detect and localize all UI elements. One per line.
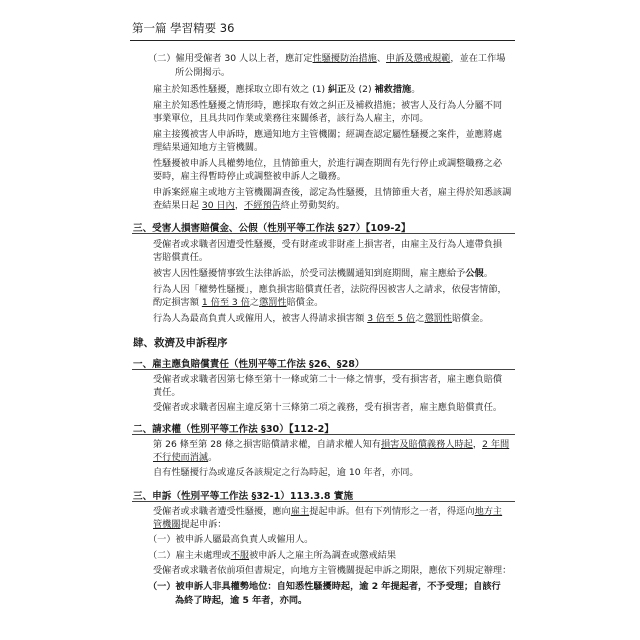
paragraph-line: 受僱者或求職者因第七條至第十一條或第二十一條之情事，受有損害者，雇主應負賠償 — [153, 374, 503, 385]
paragraph-line — [153, 505, 502, 518]
paragraph-line — [153, 312, 489, 325]
text: 終止勞動契約。 — [280, 200, 346, 211]
text: 之 — [249, 297, 260, 308]
text: ， — [234, 200, 245, 211]
paragraph-line: 害賠償責任。 — [153, 252, 209, 263]
underlined-text: 不經預告 — [244, 200, 281, 211]
underlined-text: 懲罰性 — [424, 313, 452, 324]
paragraph-line: 所公開揭示。 — [175, 67, 231, 78]
paragraph-line — [153, 199, 345, 212]
paragraph-line: 性騷擾被申訴人具權勢地位，且情節重大，於進行調查期間有先行停止或調整職務之必 — [153, 158, 503, 169]
paragraph-line — [153, 438, 509, 451]
paragraph-line: 雇主於知悉性騷擾之情形時，應採取有效之糾正及補救措施；被害人及行為人分屬不同 — [153, 100, 503, 111]
heading-rule — [132, 434, 515, 435]
text: 及 (2) — [346, 84, 375, 95]
underlined-text: 不服 — [230, 550, 250, 561]
list-item: （一）被申訴人非具權勢地位：自知悉性騷擾時起，逾 2 年提起者，不予受理；自該行 — [148, 581, 501, 592]
paragraph-line: 事業單位，且具共同作業或業務往來關係者，該行為人雇主，亦同。 — [153, 113, 429, 124]
text: （二）雇主未處理或 — [148, 550, 231, 561]
paragraph-line: 受僱者或求職者因雇主違反第十三條第二項之義務，受有損害者，雇主應負賠償責任。 — [153, 402, 503, 413]
underlined-text: 30 日內 — [201, 200, 235, 211]
underlined-text: 地方主 — [474, 506, 503, 517]
paragraph-line — [153, 296, 323, 309]
text: 被害人因性騷擾情事致生法律訴訟，於受司法機關通知到庭期間，雇主應給予 — [153, 268, 466, 279]
paragraph-line: 申訴案經雇主或地方主管機關調查後，認定為性騷擾，且情節重大者，雇主得於知悉該調 — [153, 187, 512, 198]
heading-rule — [132, 233, 515, 234]
text: 被申訴人之雇主所為調查或懲戒結果 — [249, 550, 397, 561]
underlined-text: 不行使而消滅 — [153, 452, 209, 463]
underlined-text: 性騷擾防治措施 — [312, 53, 377, 64]
text: 受僱者或求職者遭受性騷擾，應向 — [153, 506, 291, 517]
underlined-text: 1 倍至 3 倍 — [201, 297, 250, 308]
bold-text: 糾正 — [328, 84, 347, 95]
underlined-text: 3 倍至 5 倍 — [367, 313, 416, 324]
underlined-text: 損害及賠償義務人時起 — [381, 439, 473, 450]
text: 賠償金。 — [452, 313, 489, 324]
text: ， — [472, 439, 483, 450]
bold-text: 補救措施 — [374, 84, 412, 95]
text: （二）僱用受僱者 30 人以上者，應訂定 — [148, 53, 313, 64]
text: ，並在工作場 — [450, 53, 506, 64]
list-item: 為終了時起，逾 5 年者，亦同。 — [175, 595, 308, 606]
page-header: 第一篇 學習精要 36 — [132, 21, 235, 35]
paragraph-line: 受僱者或求職者因遭受性騷擾，受有財產或非財產上損害者，由雇主及行為人連帶負損 — [153, 239, 503, 250]
text: 提起申訴。但有下列情形之一者，得逕向 — [309, 506, 475, 517]
underlined-text: 雇主 — [290, 506, 310, 517]
list-item — [148, 549, 396, 562]
text: 提起申訴： — [180, 519, 227, 530]
paragraph-line — [153, 518, 227, 531]
text: 行為人為最高負責人或僱用人，被害人得請求損害額 — [153, 313, 368, 324]
text: 。 — [411, 84, 421, 95]
text: 。 — [483, 268, 493, 279]
heading-rule — [132, 369, 515, 370]
underlined-text: 懲罰性 — [259, 297, 287, 308]
text: 賠償金。 — [286, 297, 324, 308]
text: 、 — [376, 53, 387, 64]
text: 酌定損害額 — [153, 297, 202, 308]
paragraph-line: 責任。 — [153, 387, 181, 398]
paragraph-line: 自有性騷擾行為或違反各該規定之行為時起，逾 10 年者，亦同。 — [153, 467, 419, 478]
section-heading: 二、請求權（性別平等工作法 §30）【112-2】 — [133, 424, 334, 435]
paragraph-line — [153, 83, 420, 96]
section-heading: 一、雇主應負賠償責任（性別平等工作法 §26、§28） — [133, 359, 365, 370]
paragraph-line: 理結果通知地方主管機關。 — [153, 142, 264, 153]
paragraph-line — [148, 52, 505, 65]
paragraph-line: 行為人因「權勢性騷擾」，應負損害賠償責任者，法院得因被害人之請求，依侵害情節， — [153, 284, 507, 295]
paragraph-line: 雇主接獲被害人申訴時，應通知地方主管機關；經調查認定屬性騷擾之案件，並應將處 — [153, 129, 503, 140]
paragraph-line — [153, 267, 493, 280]
chapter-heading: 肆、救濟及申訴程序 — [133, 337, 228, 349]
text: 之 — [415, 313, 425, 324]
underlined-text: 申訴及懲戒規範 — [386, 53, 451, 64]
underlined-text: 2 年間 — [482, 439, 510, 450]
text: 。 — [208, 452, 218, 463]
text: 第 26 條至第 28 條之損害賠償請求權，自請求權人知有 — [153, 439, 381, 450]
paragraph-line: 要時，雇主得暫時停止或調整被申訴人之職務。 — [153, 171, 346, 182]
section-heading: 三、申訴（性別平等工作法 §32-1）113.3.8 實施 — [133, 491, 354, 502]
bold-text: 公假 — [465, 268, 484, 279]
heading-rule — [132, 501, 515, 502]
underlined-text: 管機關 — [153, 519, 181, 530]
header-rule — [130, 40, 515, 41]
text: 查結果日起 — [153, 200, 202, 211]
list-item: （一）被申訴人屬最高負責人或僱用人。 — [148, 534, 314, 545]
section-heading: 三、受害人損害賠償金、公假（性別平等工作法 §27）【109-2】 — [133, 223, 411, 234]
paragraph-line: 受僱者或求職者依前項但書規定，向地方主管機關提起申訴之期限，應依下列規定辦理： — [153, 565, 512, 576]
paragraph-line — [153, 451, 217, 464]
text: 雇主於知悉性騷擾，應採取立即有效之 (1) — [153, 84, 329, 95]
